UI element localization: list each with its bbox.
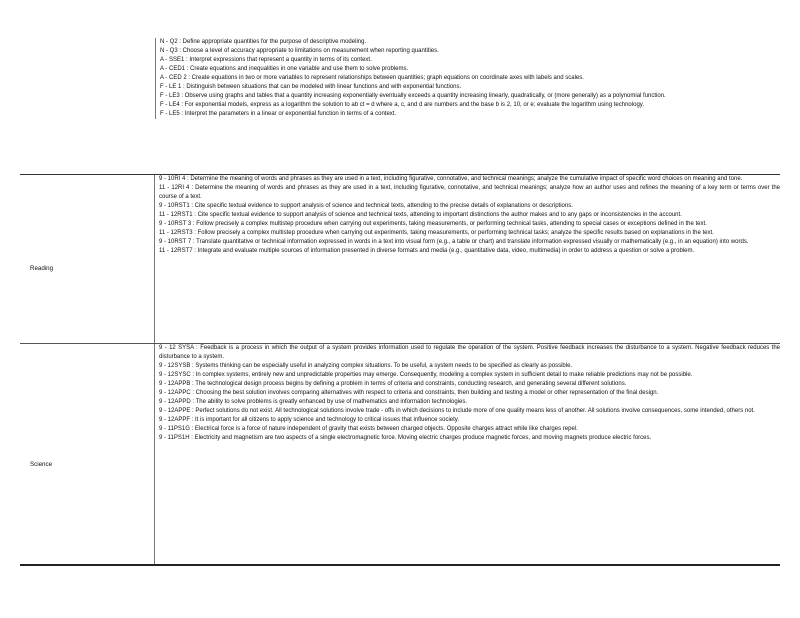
reading-label-cell — [20, 175, 154, 343]
science-label: Science — [30, 461, 53, 468]
standard-item: N - Q2 : Define appropriate quantities for the purpose of descriptive modeling. — [160, 39, 367, 45]
standard-item: 9 - 12APPE : Perfect solutions do not exist. All technological solutions involve trade - offs in which decisions to include more of one quality means less of another. All solutions involve consequences, some intended, others not. — [159, 408, 755, 414]
standard-item: 9 - 12APPD : The ability to solve problems is greatly enhanced by use of mathematics and information technologies. — [159, 399, 468, 405]
standard-item: 9 - 12 SYSA : Feedback is a process in which the output of a system provides information used to regulate the operation of the system. Positive feedback increases the disturbance to a system. Negative feedback reduces the disturbance to a system. — [159, 345, 780, 360]
standard-item: F - LE5 : Interpret the parameters in a linear or exponential function in terms of a context. — [160, 111, 397, 117]
standard-item: 9 - 11PS1H : Electricity and magnetism are two aspects of a single electromagnetic force. Moving electric charges produce magnetic forces, and moving magnets produce electric forces. — [159, 435, 652, 441]
standard-item: F - LE4 : For exponential models, express as a logarithm the solution to ab ct = d where a, c, and d are numbers and the base b is 2, 10, or e; evaluate the logarithm using technology. — [160, 102, 644, 108]
standard-item: 11 - 12RST3 : Follow precisely a complex multistep procedure when carrying out experiments, taking measurements, or performing technical tasks; analyze the specific results based on explanations in the text. — [159, 230, 714, 236]
standard-item: 9 - 10RI 4 : Determine the meaning of words and phrases as they are used in a text, including figurative, connotative, and technical meanings; analyze the cumulative impact of specific word choices on meaning and tone. — [159, 176, 743, 182]
math-standards-list — [155, 38, 780, 119]
standard-item: 9 - 10RST1 : Cite specific textual evidence to support analysis of science and technical texts, attending to the precise details of explanations or descriptions. — [159, 203, 573, 209]
standards-table — [20, 174, 780, 566]
reading-label: Reading — [30, 265, 54, 272]
standard-item: 9 - 12SYSB : Systems thinking can be especially useful in analyzing complex situations. To be useful, a system needs to be specified as clearly as possible. — [159, 363, 573, 369]
standard-item: A - CED1 : Create equations and inequalities in one variable and use them to solve problems. — [160, 66, 409, 72]
science-label-cell — [20, 344, 154, 564]
standard-item: F - LE3 : Observe using graphs and tables that a quantity increasing exponentially eventually exceeds a quantity increasing linearly, quadratically, or (more generally) as a polynomial function. — [160, 93, 666, 99]
reading-standards-list — [154, 175, 780, 343]
standard-item: 11 - 12RST7 : Integrate and evaluate multiple sources of information presented in diverse formats and media (e.g., quantitative data, video, multimedia) in order to address a question or solve a problem. — [159, 248, 695, 254]
standard-item: 9 - 11PS1G : Electrical force is a force of nature independent of gravity that exists between charged objects. Opposite charges attract while like charges repel. — [159, 426, 578, 432]
standard-item: N - Q3 : Choose a level of accuracy appropriate to limitations on measurement when reporting quantities. — [160, 48, 439, 54]
reading-row — [20, 175, 780, 344]
standard-item: 9 - 12APPF : It is important for all citizens to apply science and technology to critical issues that influence society. — [159, 417, 460, 423]
math-standards-section — [20, 38, 780, 119]
standard-item: A - SSE1 : Interpret expressions that represent a quantity in terms of its context. — [160, 57, 372, 63]
science-standards-list — [154, 344, 780, 564]
standard-item: A - CED 2 : Create equations in two or more variables to represent relationships between quantities; graph equations on coordinate axes with labels and scales. — [160, 75, 584, 81]
standard-item: 11 - 12RI 4 : Determine the meaning of words and phrases as they are used in a text, including figurative, connotative, and technical meanings; analyze how an author uses and refines the meaning of a key term or terms over the course of a text. — [159, 185, 780, 200]
standard-item: 9 - 10RST 3 : Follow precisely a complex multistep procedure when carrying out experiments, taking measurements, or performing technical tasks, attending to special cases or exceptions defined in the text. — [159, 221, 707, 227]
standard-item: 9 - 12APPB : The technological design process begins by defining a problem in terms of criteria and constraints, conducting research, and generating several different solutions. — [159, 381, 627, 387]
standard-item: 11 - 12RST1 : Cite specific textual evidence to support analysis of science and technical texts, attending to important distinctions the author makes and to any gaps or inconsistencies in the account. — [159, 212, 682, 218]
standard-item: F - LE 1 : Distinguish between situations that can be modeled with linear functions and with exponential functions. — [160, 84, 462, 90]
standard-item: 9 - 12SYSC : In complex systems, entirely new and unpredictable properties may emerge. Consequently, modeling a complex system in sufficient detail to make reliable predictions may not be possible. — [159, 372, 693, 378]
standard-item: 9 - 12APPC : Choosing the best solution involves comparing alternatives with respect to criteria and constraints, then building and testing a model or other representation of the final design. — [159, 390, 659, 396]
science-row — [20, 344, 780, 566]
standard-item: 9 - 10RST 7 : Translate quantitative or technical information expressed in words in a text into visual form (e.g., a table or chart) and translate information expressed visually or mathematically (e.g., in an equation) into words. — [159, 239, 749, 245]
